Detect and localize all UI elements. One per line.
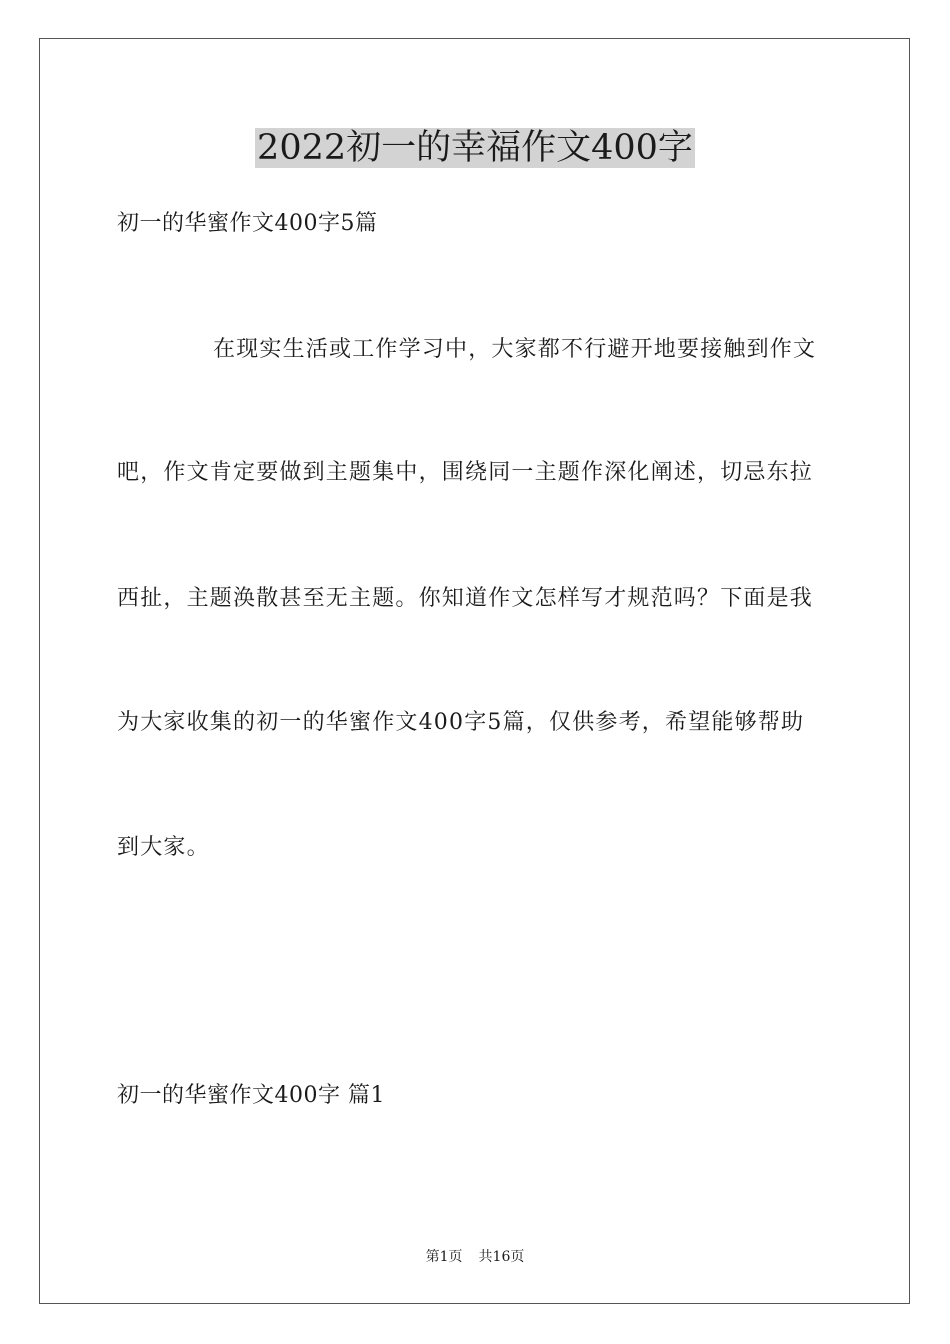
title-text: 2022初一的幸福作文400字 <box>257 128 693 168</box>
paragraph-line-1: 在现实生活或工作学习中，大家都不行避开地要接触到作文 <box>213 337 817 362</box>
section-heading: 初一的华蜜作文400字 篇1 <box>117 1083 385 1108</box>
paragraph-line-4: 为大家收集的初一的华蜜作文400字5篇，仅供参考，希望能够帮助 <box>117 710 805 735</box>
paragraph-line-2: 吧，作文肯定要做到主题集中，围绕同一主题作深化阐述，切忌东拉 <box>117 460 814 485</box>
page-total: 共16页 <box>478 1249 525 1265</box>
subtitle: 初一的华蜜作文400字5篇 <box>117 211 378 236</box>
document-title <box>0 125 950 171</box>
paragraph-line-3: 西扯，主题涣散甚至无主题。你知道作文怎样写才规范吗？下面是我 <box>117 586 814 611</box>
paragraph-line-5: 到大家。 <box>117 835 210 860</box>
page-number: 第1页 <box>425 1249 463 1265</box>
page-footer <box>0 1248 950 1266</box>
